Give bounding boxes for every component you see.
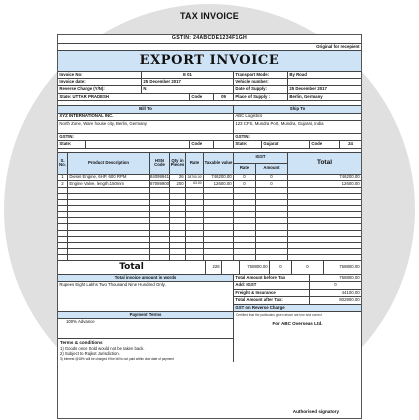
table-total-label: Total xyxy=(58,261,206,274)
col-rate-header: Rate xyxy=(186,153,204,174)
place-of-supply-label: Place of Supply : xyxy=(234,94,288,100)
words-value-row xyxy=(58,282,233,312)
ship-to-state-label: State: xyxy=(234,141,262,147)
date-of-supply-label: Date of Supply: xyxy=(234,86,288,92)
summary-freight-label: Freight & Insurance xyxy=(234,290,310,296)
party-state-row xyxy=(58,141,361,148)
gstin-row xyxy=(58,35,361,44)
terms-line-2: 2) Subject to Rajkot Jurisdiction. xyxy=(60,351,120,357)
ship-to-name: ABC Logistics xyxy=(235,113,263,119)
vehicle-number-label: Vehicle number: xyxy=(234,79,288,85)
words-header-row xyxy=(58,275,233,282)
row-taxable: 12600.00 xyxy=(204,181,234,187)
summary-row xyxy=(234,275,361,282)
table-total-row xyxy=(58,261,361,275)
place-of-supply-value: Berlin, Germany xyxy=(289,93,323,99)
bill-ship-header xyxy=(58,106,361,113)
payment-value: 100% Advance xyxy=(66,319,95,324)
table-row xyxy=(58,175,361,182)
row-igst-rate: 0 xyxy=(234,181,256,187)
row-total: 12600.00 xyxy=(341,181,360,186)
row-hsn: 87089900 xyxy=(150,181,170,186)
items-header-row xyxy=(58,153,361,175)
summary-igst-label: Add: IGST xyxy=(234,282,310,288)
col-qty-header: Qty in Pieces xyxy=(170,153,186,174)
summary-row xyxy=(234,297,361,304)
table-total-amount: 758800.00 xyxy=(339,264,360,270)
row-rate: 28700.00 xyxy=(186,175,204,181)
col-hsn-header: HSN Code xyxy=(150,153,170,174)
igst-header: IGST xyxy=(234,153,287,164)
summary-row xyxy=(234,290,361,297)
terms-line-3: 3) Interest @18% will be charged if the bill is not paid within due date of payment xyxy=(60,356,174,361)
bill-to-address: North Zone, Ware house city, Berlin, Germany xyxy=(58,121,234,133)
row-desc: Diesel Engine, 6HP, 600 RPM xyxy=(68,175,150,181)
transport-mode-value: By Road xyxy=(289,71,307,77)
empty-rows xyxy=(58,188,361,261)
summary-before-tax-value: 758800.00 xyxy=(339,275,360,280)
row-hsn: 84099941 xyxy=(150,174,170,180)
row-qty: 200 xyxy=(170,181,186,187)
ship-to-code-label: Code xyxy=(310,141,340,147)
bill-to-code-label: Code xyxy=(190,141,214,147)
authorised-signatory: Authorised signatory xyxy=(292,409,339,414)
col-total-header: Total xyxy=(316,158,333,166)
table-total-qty: 226 xyxy=(206,261,222,274)
copy-row xyxy=(58,44,361,51)
row-sno: 1 xyxy=(58,175,68,181)
reverse-charge-row xyxy=(234,305,361,312)
row-igst-amount: 0 xyxy=(256,181,288,187)
igst-rate-header: Rate xyxy=(234,164,256,174)
transport-mode-label: Transport Mode: xyxy=(234,72,288,78)
summary-before-tax-label: Total Amount before Tax xyxy=(234,275,310,281)
col-sno-header: S. No. xyxy=(58,153,68,174)
payment-header: Payment Terms xyxy=(129,312,162,317)
row-qty: 26 xyxy=(170,175,186,181)
summary-after-tax-value: 802900.00 xyxy=(339,297,360,303)
summary-igst-value: 0 xyxy=(334,282,337,288)
export-invoice-title: EXPORT INVOICE xyxy=(58,51,361,72)
ship-to-state-value: Gujarat xyxy=(262,141,310,147)
party-address-row xyxy=(58,121,361,134)
row-igst-rate: 0 xyxy=(234,175,256,181)
reverse-charge-label: Reverse Charge (Y/N): xyxy=(58,86,142,92)
ship-to-header: Ship To xyxy=(289,106,306,112)
payment-value-row xyxy=(58,319,233,339)
table-total-igst-rate: 0 xyxy=(270,261,292,274)
reverse-charge-label-bottom: GST on Reverse Charge xyxy=(235,304,285,310)
table-row xyxy=(58,181,361,188)
table-total-taxable: 758800.00 xyxy=(240,261,270,274)
state-code-value: 09 xyxy=(214,94,234,100)
summary-block xyxy=(58,275,361,414)
state-code-label: Code xyxy=(190,94,214,100)
party-gstin-row xyxy=(58,134,361,141)
bill-to-state-label: State: xyxy=(58,141,86,147)
date-of-supply-value: 25 December 2017 xyxy=(289,86,327,92)
party-name-row xyxy=(58,114,361,121)
row-igst-amount: 0 xyxy=(256,175,288,181)
bill-to-header: Bill To xyxy=(58,106,234,112)
col-desc-header: Product Description xyxy=(68,153,150,174)
amounts-block xyxy=(234,275,361,414)
gstin-header: GSTIN: 24ABCDE1234F1GH xyxy=(171,35,248,42)
summary-after-tax-label: Total Amount after Tax: xyxy=(234,297,310,303)
invoice-date-value: 25 December 2017 xyxy=(142,79,234,85)
bill-to-name: XYZ INTERNATIONAL INC. xyxy=(58,114,234,120)
invoice-no-label: Invoice No: xyxy=(58,72,142,78)
ship-to-address: 123 CFS, Mundra Port, Mundra, Gujarat, India xyxy=(235,120,324,126)
words-header: Total invoice amount in words xyxy=(114,275,177,280)
terms-line-1: 1) Goods once Sold would not be taken back. xyxy=(60,346,145,352)
page-title: TAX INVOICE xyxy=(179,11,240,21)
for-company: For ABC Overseas Ltd. xyxy=(272,320,323,326)
terms-block xyxy=(58,339,233,361)
words-block xyxy=(58,275,234,362)
summary-row xyxy=(234,282,361,289)
row-desc: Engine Valve, length:150mm xyxy=(68,181,150,187)
col-taxable-header: Taxable value xyxy=(204,153,234,174)
row-rate: 63.00 xyxy=(186,181,204,187)
table-total-igst-amount: 0 xyxy=(292,261,324,274)
invoice-no-value: E 01 xyxy=(142,72,234,78)
words-value: Rupees Eight Lakhs Two Thousand Nine Hundred Only. xyxy=(59,282,166,288)
info-row-3 xyxy=(58,86,361,93)
igst-amount-header: Amount xyxy=(263,165,280,171)
vehicle-number-value xyxy=(288,79,361,85)
certify-text: Certified that the particulars given above are true and correct xyxy=(236,312,322,317)
payment-header-row xyxy=(58,312,233,319)
state-label: State: UTTAR PRADESH xyxy=(58,94,190,100)
info-row-1 xyxy=(58,72,361,79)
copy-label: Original for recepient xyxy=(316,44,360,49)
summary-freight-value: 44100.00 xyxy=(341,289,360,295)
row-taxable: 746200.00 xyxy=(204,175,234,181)
bill-to-code-value xyxy=(214,141,234,147)
reverse-charge-value: N xyxy=(142,86,234,92)
ship-to-code-value: 24 xyxy=(348,141,353,147)
bill-to-gstin-label: GSTIN: xyxy=(58,134,234,140)
invoice-date-label: Invoice date: xyxy=(58,79,142,85)
terms-header: Terms & conditions xyxy=(60,340,103,346)
info-row-4 xyxy=(58,94,361,101)
bill-to-state-value xyxy=(86,141,190,147)
invoice-sheet xyxy=(57,34,362,419)
ship-to-gstin-label: GSTIN: xyxy=(235,133,250,139)
row-sno: 2 xyxy=(58,181,68,187)
row-total: 746200.00 xyxy=(339,174,360,180)
info-row-2 xyxy=(58,79,361,86)
col-igst-header xyxy=(234,153,288,174)
